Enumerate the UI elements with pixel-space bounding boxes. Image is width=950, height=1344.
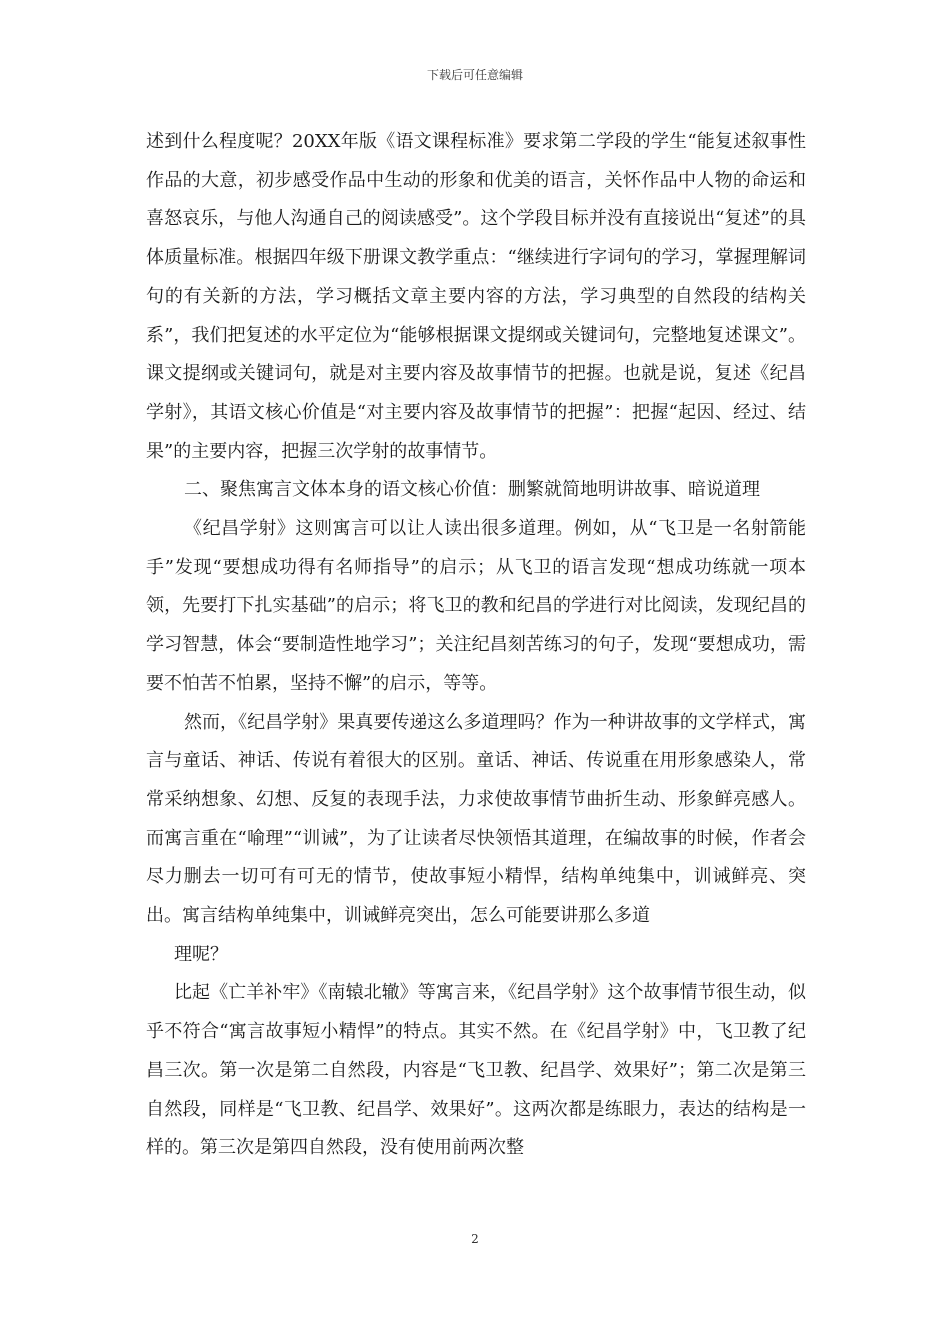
paragraph: 比起《亡羊补牢》《南辕北辙》等寓言来，《纪昌学射》这个故事情节很生动，似乎不符合“寓言故事短小精悍”的特点。其实不然。在《纪昌学射》中，飞卫教了纪昌三次。第一次是第二自然段，内容是“飞卫教、纪昌学、效果好”；第二次是第三自然段，同样是“飞卫教、纪昌学、效果好”。这两次都是练眼力，表达的结构是一样的。第三次是第四自然段，没有使用前两次整 [146, 982, 806, 1159]
paragraph-continuation: 述到什么程度呢？20XX年版《语文课程标准》要求第二学段的学生“能复述叙事性作品的大意，初步感受作品中生动的形象和优美的语言，关怀作品中人物的命运和喜怒哀乐，与他人沟通自己的阅读感受”。这个学段目标并没有直接说出“复述”的具体质量标准。根据四年级下册课文教学重点：“继续进行字词句的学习，掌握理解词句的有关新的方法，学习概括文章主要内容的方法，学习典型的自然段的结构关系”，我们把复述的水平定位为“能够根据课文提纲或关键词句，完整地复述课文”。课文提纲或关键词句，就是对主要内容及故事情节的把握。也就是说，复述《纪昌学射》，其语文核心价值是“对主要内容及故事情节的把握”：把握“起因、经过、结果”的主要内容，把握三次学射的故事情节。 [146, 131, 806, 462]
document-body [146, 123, 806, 1168]
section-heading: 二、聚焦寓言文体本身的语文核心价值：删繁就简地明讲故事、暗说道理 [184, 479, 760, 501]
paragraph: 《纪昌学射》这则寓言可以让人读出很多道理。例如，从“飞卫是一名射箭能手”发现“要想成功得有名师指导”的启示；从飞卫的语言发现“想成功练就一项本领，先要打下扎实基础”的启示；将飞卫的教和纪昌的学进行对比阅读，发现纪昌的学习智慧，体会“要制造性地学习”；关注纪昌刻苦练习的句子，发现“要想成功，需要不怕苦不怕累，坚持不懈”的启示，等等。 [146, 518, 806, 694]
page-number: 2 [471, 1232, 479, 1246]
page-header: 下载后可任意编辑 [426, 68, 523, 82]
paragraph-fragment: 理呢？ [174, 943, 228, 965]
paragraph: 然而，《纪昌学射》果真要传递这么多道理吗？作为一种讲故事的文学样式，寓言与童话、神话、传说有着很大的区别。童话、神话、传说重在用形象感染人，常常采纳想象、幻想、反复的表现手法，力求使故事情节曲折生动、形象鲜亮感人。而寓言重在“喻理”“训诫”，为了让读者尽快领悟其道理，在编故事的时候，作者会尽力删去一切可有可无的情节，使故事短小精悍，结构单纯集中，训诫鲜亮、突出。寓言结构单纯集中，训诫鲜亮突出，怎么可能要讲那么多道 [146, 711, 806, 927]
